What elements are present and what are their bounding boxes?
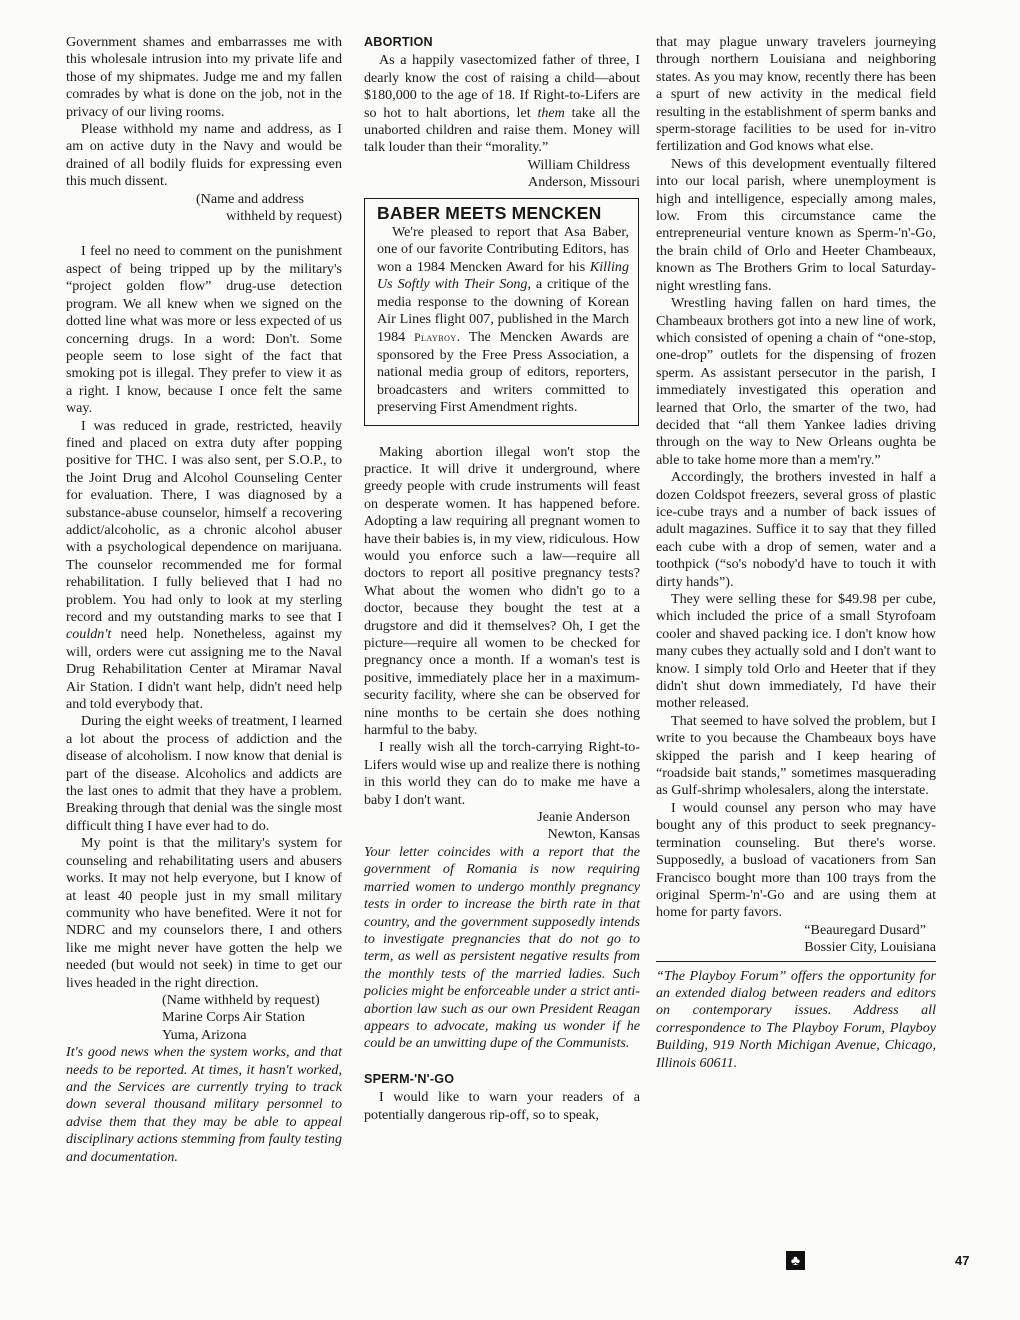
letter-text: That seemed to have solved the problem, but I write to you because the Chambeaux boys have skipped the parish and I keep hearing of “roadside bait stands,” sometimes masquerading as Gulf-shrimp wholesalers, along the interstate.	[656, 712, 936, 799]
letter-text: I feel no need to comment on the punishment aspect of being tripped up by the military's “project golden flow” drug-use detection program. We all knew when we signed on the dotted line what was more or less expected of us concerning drugs. In a word: Don't. Some people seem to lose sight of the fact that smoking pot is illegal. They prefer to view it as a right. I know, because I once felt the same way.	[66, 243, 342, 417]
signature-line: “Beauregard Dusard”	[804, 921, 926, 938]
letter-text: I would like to warn your readers of a potentially dangerous rip-off, so to speak,	[364, 1089, 640, 1123]
signature-line: Yuma, Arizona	[162, 1026, 247, 1043]
signature-line: (Name and address	[195, 190, 304, 207]
editor-reply: Your letter coincides with a report that the government of Romania is now requiring married women to undergo monthly pregnancy tests in order to increase the birth rate in that country, and the government supposedly intends to investigate pregnancies that do not go to term, as well as persistent negative results from the monthly tests of the married ladies. Such policies might be enforceable under a strict anti-abortion law such as our own President Reagan appears to advocate, making us wonder if he could be an unwitting dupe of the Communists.	[364, 843, 640, 1052]
letter-text: Government shames and embarrasses me with this wholesale intrusion into my private life and those of my shipmates. Judge me and my fallen comrades by what is done on the job, not in the privacy of our living rooms.	[66, 34, 342, 120]
column-2	[364, 34, 640, 1124]
page-number: 47	[955, 1253, 970, 1268]
box-title: BABER MEETS MENCKEN	[377, 202, 602, 223]
letter-text: They were selling these for $49.98 per cube, which included the price of a small Styrofoam cooler and shaved packing ice. I don't know how many cubes they actually sold and I don't want to know. I simply told Orlo and Heeter that if they didn't shut down immediately, I'd have their mother released.	[656, 591, 936, 712]
letter-text: Accordingly, the brothers invested in half a dozen Coldspot freezers, several gross of plastic ice-cube trays and a number of back issues of adult magazines. Suffice it to say that they filled each cube with a drop of semen, water and a toothpick (“so's nobody'd have to touch it with dirty hands”).	[656, 469, 936, 590]
letter-text: Making abortion illegal won't stop the practice. It will drive it underground, where greedy people with crude instruments will feast on desperate women. It has happened before. Adopting a law requiring all pregnant women to have their babies is, in my view, ridiculous. How would you enforce such a law—require all doctors to report all positive pregnancy tests? What about the women who didn't go to a doctor, because they bought the test at a drugstore and did it themselves? Oh, I get the picture—require all women to be checked for pregnancy once a month. If a woman's test is positive, immediately place her in a maximum-security facility, where she can be observed for nine months to be certain she does nothing harmful to the baby.	[364, 443, 640, 739]
signature-line: Jeanie Anderson	[537, 809, 630, 826]
sidebar-box	[364, 198, 639, 426]
column-1	[66, 34, 342, 1166]
letter-text: I really wish all the torch-carrying Right-to-Lifers would wise up and realize there is nothing in this world they can do to make me have a baby I don't want.	[364, 739, 640, 808]
letter-text: During the eight weeks of treatment, I learned a lot about the process of addiction and the disease of alcoholism. I now know that denial is part of the disease. Alcoholics and addicts are the last ones to admit that they have a problem. Breaking through that denial was the single most difficult thing I have ever had to do.	[66, 713, 342, 834]
section-heading-sperm-n-go: SPERM-'N'-GO	[364, 1071, 455, 1086]
box-text: We're pleased to report that Asa Baber, one of our favorite Contributing Editors, has won a 1984 Mencken Award for his Killing Us Softly with Their Song, a critique of the media response to the downing of Korean Air Lines flight 007, published in the March 1984 Playboy. The Mencken Awards are sponsored by the Free Press Association, a national media group of editors, reporters, broadcasters and writers committed to preserving First Amendment rights.	[377, 224, 629, 416]
divider	[656, 961, 936, 962]
letter-text: I would counsel any person who may have bought any of this product to seek pregnancy-termination counseling. But there's worse. Supposedly, a busload of vacationers from San Francisco bought more than 100 trays from the original Sperm-'n'-Go and are using them at home for party favors.	[656, 799, 936, 921]
column-3	[656, 34, 936, 1072]
letter-text: News of this development eventually filtered into our local parish, where unemployment is high and intelligence, especially among males, low. From this circumstance came the entrepreneurial venture known as Sperm-'n'-Go, the brain child of Orlo and Heeter Chambeaux, known as The Brothers Grim to local Saturday-night wrestling fans.	[656, 155, 936, 294]
signature-line: Newton, Kansas	[547, 826, 640, 843]
editor-reply: It's good news when the system works, and that needs to be reported. At times, it hasn't worked, and the Services are currently trying to track down several thousand military personnel to advise them that they may be able to appeal disciplinary actions stemming from faulty testing and documentation.	[66, 1044, 342, 1165]
signature-line: (Name withheld by request)	[162, 991, 320, 1008]
rabbit-logo-icon: ♣	[786, 1251, 805, 1270]
letter-text: Wrestling having fallen on hard times, the Chambeaux brothers got into a new line of work, which consisted of opening a chain of “one-stop, one-drop” outlets for the dispensing of frozen sperm. As assistant persecutor in the parish, I immediately investigated this operation and learned that Orlo, the smarter of the two, had decided that “all them Yankee ladies driving through on the way to New Orleans oughta be able to take home more than a mem'ry.”	[656, 295, 936, 468]
forum-credit: “The Playboy Forum” offers the opportunity for an extended dialog between readers and editors on contemporary issues. Address all correspondence to The Playboy Forum, Playboy Building, 919 North Michigan Avenue, Chicago, Illinois 60611.	[656, 967, 936, 1071]
signature-line: Marine Corps Air Station	[162, 1009, 305, 1026]
signature-line: Bossier City, Louisiana	[804, 939, 936, 956]
signature-line: William Childress	[527, 156, 630, 173]
signature-line: withheld by request)	[226, 208, 342, 225]
section-heading-abortion: ABORTION	[364, 35, 433, 49]
letter-text: As a happily vasectomized father of three, I dearly know the cost of raising a child—about $180,000 to the age of 18. If Right-to-Lifers are so hot to halt abortions, let them take all the unaborted children and raise them. Money will talk louder than their “morality.”	[364, 52, 640, 156]
signature-line: Anderson, Missouri	[528, 174, 640, 191]
letter-text: that may plague unwary travelers journeying through northern Louisiana and neighboring states. As you may know, recently there has been a spurt of new activity in the medical field resulting in the establishment of sperm banks and sperm-storage facilities to be used for in-vitro fertilization and God knows what else.	[656, 34, 936, 155]
letter-text: My point is that the military's system for counseling and rehabilitating users and abusers works. It may not help everyone, but I know of at least 40 people just in my small military community who have benefited. Were it not for NDRC and my counselors there, I and others like me might never have gotten the help we needed (but would not seek) in time to get our lives headed in the right direction.	[66, 835, 342, 991]
letter-text: I was reduced in grade, restricted, heavily fined and placed on extra duty after popping positive for THC. I was also sent, per S.O.P., to the Joint Drug and Alcohol Counseling Center for evaluation. There, I was diagnosed by a substance-abuse counselor, himself a recovering addict/alcoholic, as a chronic alcohol abuser with a psychological dependence on marijuana. The counselor recommended me for formal rehabilitation. I fully believed that I had no problem. You had only to look at my sterling record and my outstanding marks to see that I couldn't need help. Nonetheless, against my will, orders were cut assigning me to the Naval Drug Rehabilitation Center at Miramar Naval Air Station. I didn't want help, didn't need help and told everybody that.	[66, 417, 342, 713]
letter-text: Please withhold my name and address, as I am on active duty in the Navy and would be drained of all bodily fluids for expressing even this much dissent.	[66, 121, 342, 190]
